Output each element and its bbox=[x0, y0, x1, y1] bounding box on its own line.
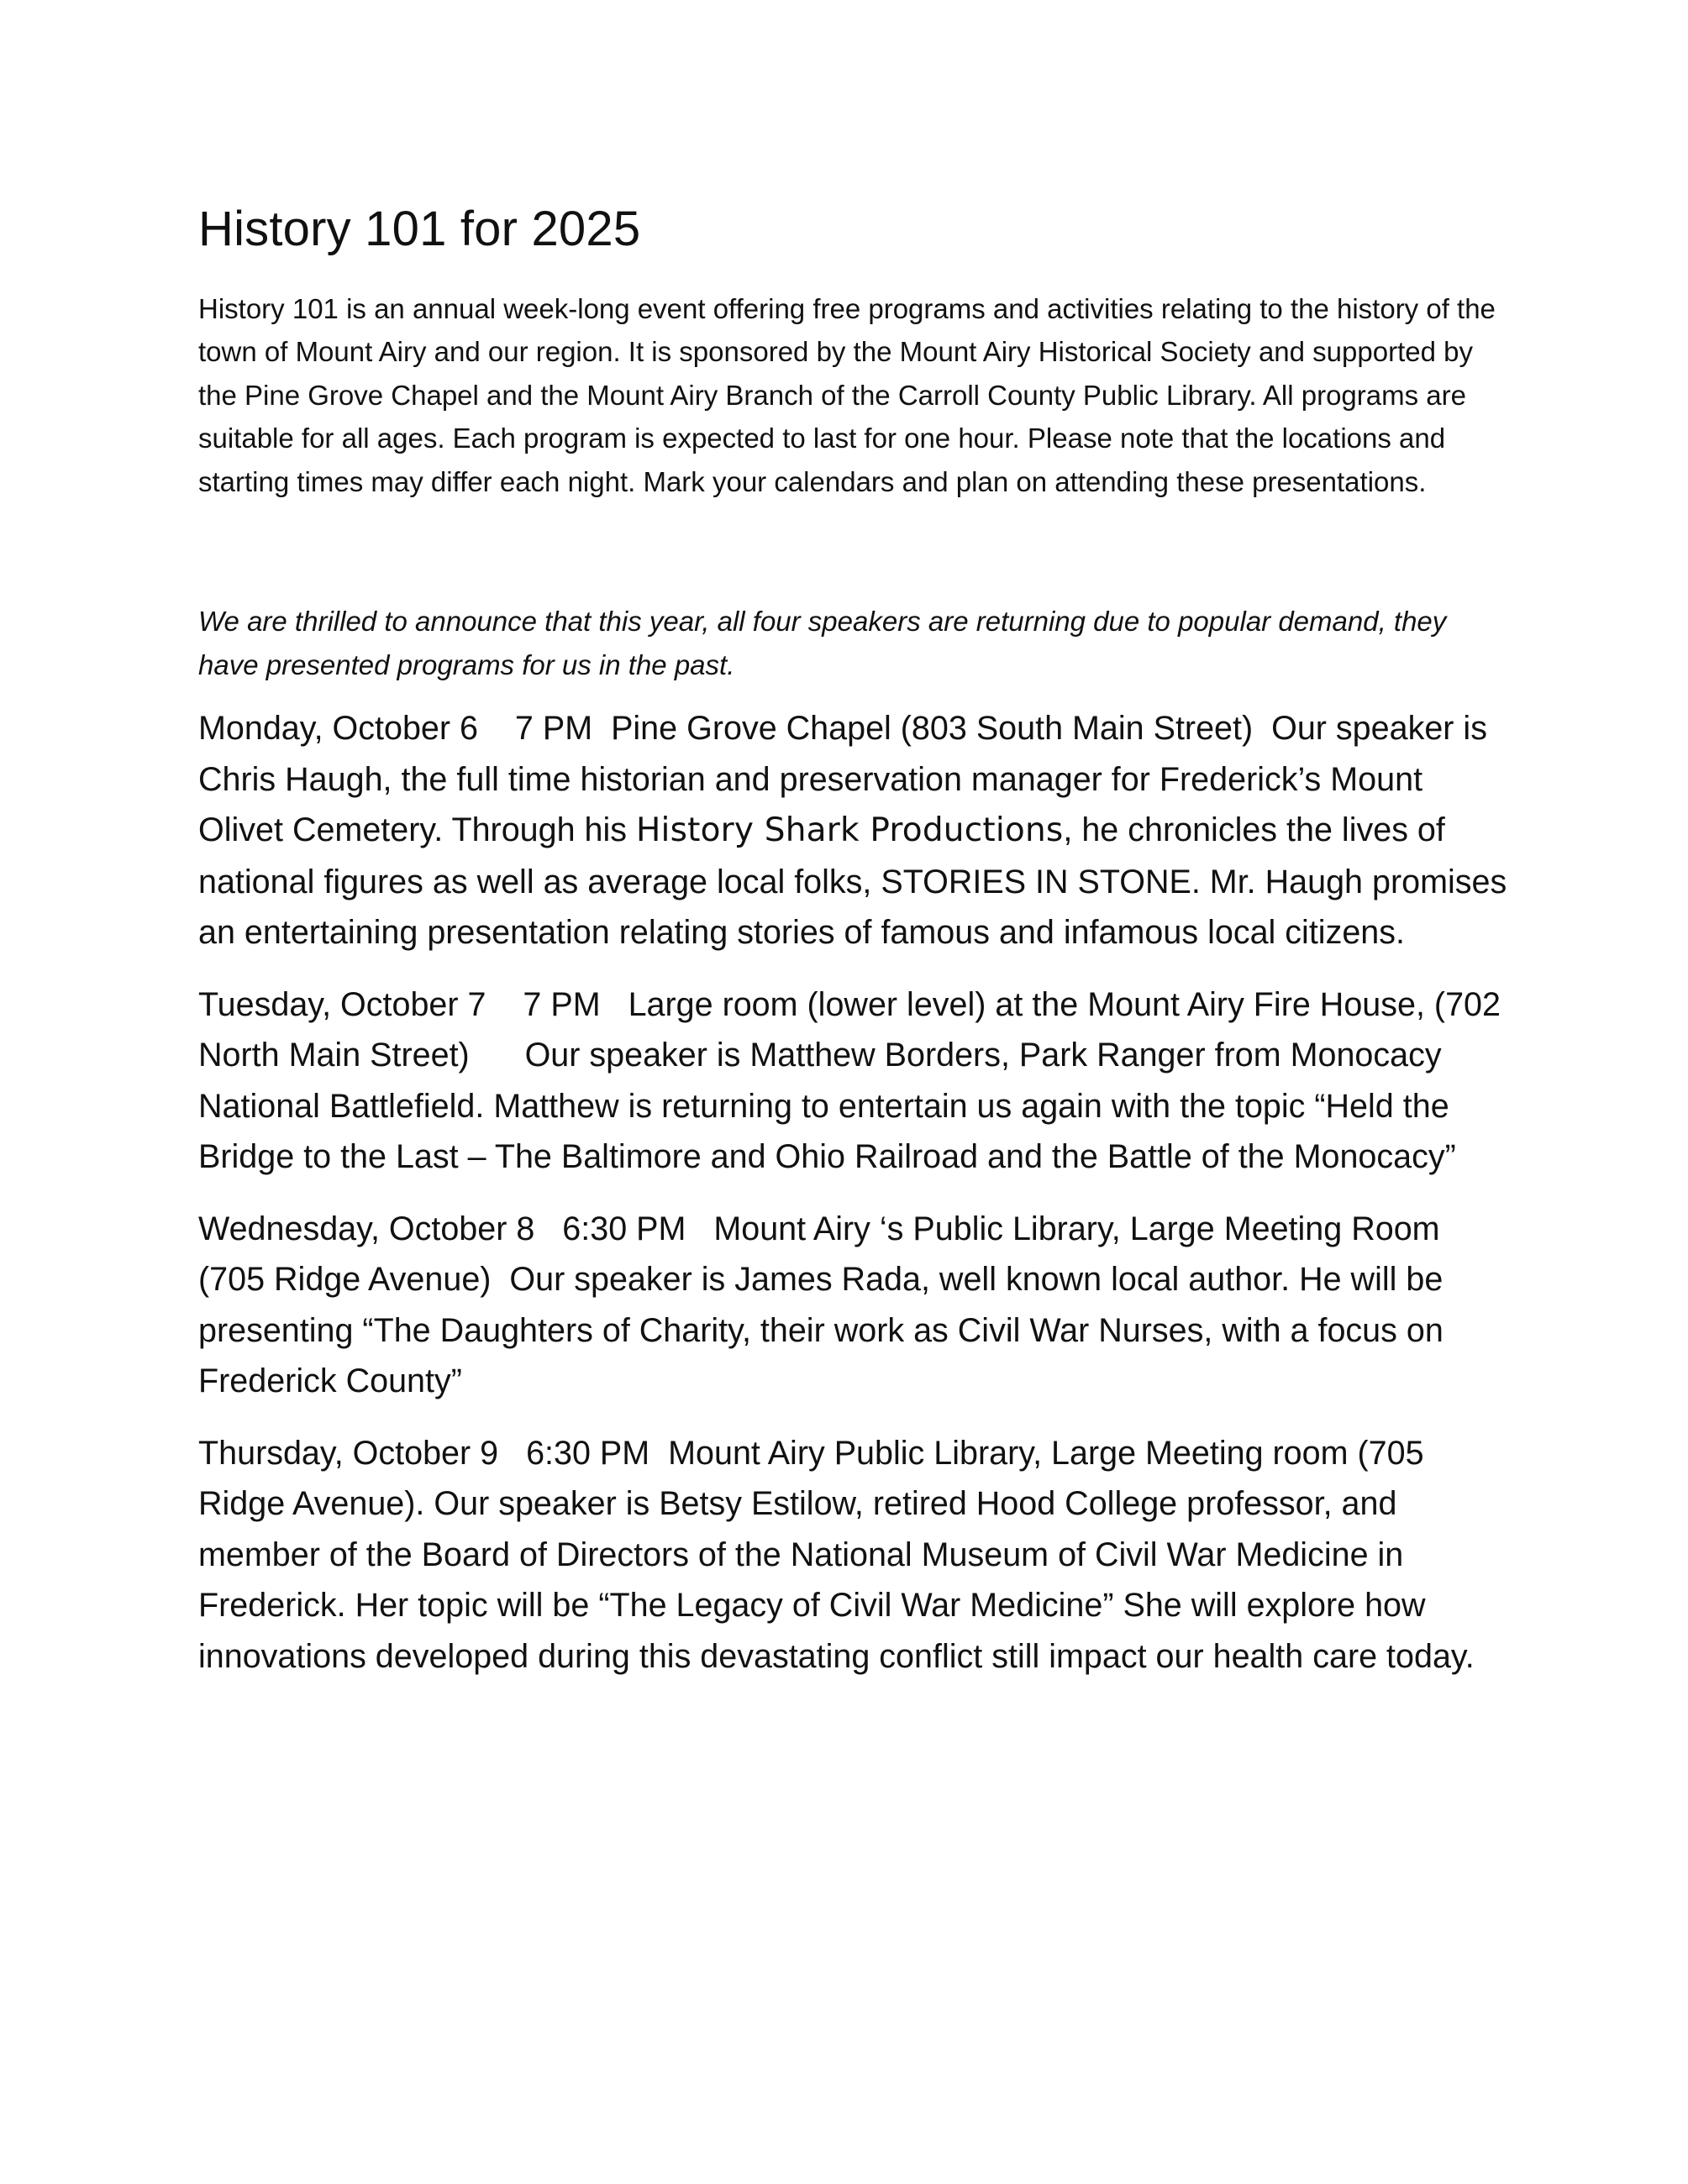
event-time: 6:30 PM bbox=[526, 1434, 650, 1472]
event-monday bbox=[198, 703, 1509, 958]
event-day: Wednesday, October 8 bbox=[198, 1210, 535, 1247]
event-description: Our speaker is Betsy Estilow, retired Hood College professor, and member of the Board of Directors of the National Museum of Civil War Medicine in Frederick. Her topic will be “The Legacy of Civil War Medicine” She will explore how innovations developed during this devastating conflict still impact our health care today. bbox=[198, 1485, 1475, 1675]
event-time: 7 PM bbox=[514, 710, 593, 748]
event-day: Tuesday, October 7 bbox=[198, 985, 486, 1023]
page-title: History 101 for 2025 bbox=[198, 202, 641, 256]
document-page bbox=[198, 200, 1509, 1682]
event-description: Our speaker is Chris Haugh, the full time historian and preservation manager for Frederick’s Mount Olivet Cemetery. Through his bbox=[198, 710, 1487, 849]
event-day: Thursday, October 9 bbox=[198, 1434, 499, 1472]
event-wednesday bbox=[198, 1204, 1509, 1407]
event-tuesday bbox=[198, 979, 1509, 1183]
history-shark-productions-brand: History Shark Productions bbox=[636, 811, 1064, 850]
event-day: Monday, October 6 bbox=[198, 710, 478, 748]
event-description-continued: , he chronicles the lives of national figures as well as average local folks, STORIES IN STONE. Mr. Haugh promises an entertaining presentation relating stories of famous and infamous local citizens. bbox=[198, 811, 1507, 952]
event-thursday bbox=[198, 1428, 1509, 1683]
event-location: Mount Airy Public Library, Large Meeting room (705 Ridge Avenue). bbox=[198, 1434, 1424, 1523]
event-location: Mount Airy ‘s Public Library, Large Meeting Room (705 Ridge Avenue) bbox=[198, 1210, 1440, 1299]
event-time: 6:30 PM bbox=[562, 1210, 686, 1247]
announcement-note: We are thrilled to announce that this year, all four speakers are returning due to popular demand, they have presented programs for us in the past. bbox=[198, 606, 1447, 680]
event-description: Our speaker is James Rada, well known local author. He will be presenting “The Daughters of Charity, their work as Civil War Nurses, with a focus on Frederick County” bbox=[198, 1261, 1443, 1400]
event-description: Our speaker is Matthew Borders, Park Ranger from Monocacy National Battlefield. Matthew is returning to entertain us again with the topic “Held the Bridge to the Last – The Baltimore and Ohio Railroad and the Battle of the Monocacy” bbox=[198, 1037, 1456, 1176]
event-location: Pine Grove Chapel (803 South Main Street) bbox=[611, 710, 1254, 748]
event-location: Large room (lower level) at the Mount Airy Fire House, (702 North Main Street) bbox=[198, 985, 1501, 1074]
intro-paragraph: History 101 is an annual week-long event offering free programs and activities relating to the history of the town of Mount Airy and our region. It is sponsored by the Mount Airy Historical Society and supported by the Pine Grove Chapel and the Mount Airy Branch of the Carroll County Public Library. All programs are suitable for all ages. Each program is expected to last for one hour. Please note that the locations and starting times may differ each night. Mark your calendars and plan on attending these presentations. bbox=[198, 292, 1496, 497]
event-time: 7 PM bbox=[523, 985, 601, 1023]
